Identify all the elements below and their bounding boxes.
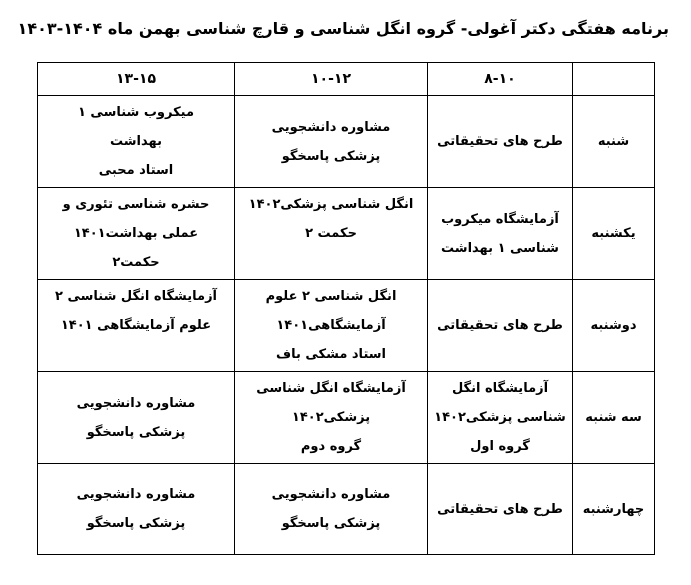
cell-line: شناسی ۱ بهداشت bbox=[441, 240, 559, 256]
slot-cell bbox=[428, 96, 573, 188]
cell-line: انگل شناسی پزشکی۱۴۰۲ bbox=[248, 197, 414, 212]
cell-line: مشاوره دانشجویی bbox=[76, 395, 196, 411]
cell-line: انگل شناسی ۲ علوم bbox=[265, 289, 397, 304]
cell-line: گروه اول bbox=[470, 439, 530, 454]
cell-line: استاد مشکی باف bbox=[275, 347, 386, 362]
cell-line: آزمایشگاه انگل bbox=[451, 381, 549, 396]
cell-line: پزشکی پاسخگو bbox=[281, 516, 381, 531]
day-cell: یکشنبه bbox=[573, 188, 655, 280]
cell-line: آزمایشگاهی۱۴۰۱ bbox=[276, 318, 386, 333]
header-slot-13-15: ۱۳-۱۵ bbox=[38, 63, 235, 96]
slot-cell bbox=[428, 464, 573, 555]
cell-line: عملی بهداشت۱۴۰۱ bbox=[73, 226, 199, 241]
cell-line: آزمایشگاه انگل شناسی ۲ bbox=[54, 289, 218, 304]
table-row bbox=[38, 372, 655, 464]
cell-line: طرح های تحقیقاتی bbox=[437, 501, 563, 517]
cell-line: پزشکی پاسخگو bbox=[86, 516, 186, 531]
slot-cell bbox=[235, 96, 428, 188]
slot-cell bbox=[235, 280, 428, 372]
weekly-schedule-table bbox=[37, 62, 655, 555]
slot-cell bbox=[38, 280, 235, 372]
cell-line: استاد محبی bbox=[98, 163, 174, 178]
cell-line: علوم آزمایشگاهی ۱۴۰۱ bbox=[60, 318, 212, 333]
cell-line: شناسی پزشکی۱۴۰۲ bbox=[434, 410, 566, 425]
day-cell: شنبه bbox=[573, 96, 655, 188]
day-cell: دوشنبه bbox=[573, 280, 655, 372]
cell-line: طرح های تحقیقاتی bbox=[437, 318, 563, 333]
cell-line: پزشکی پاسخگو bbox=[86, 424, 186, 440]
cell-line: طرح های تحقیقاتی bbox=[437, 134, 563, 149]
slot-cell bbox=[38, 464, 235, 555]
cell-line: گروه دوم bbox=[300, 439, 362, 454]
slot-cell bbox=[428, 280, 573, 372]
cell-line: حکمت ۲ bbox=[305, 226, 357, 241]
cell-line: حکمت۲ bbox=[112, 255, 160, 270]
header-day bbox=[573, 63, 655, 96]
cell-line: پزشکی پاسخگو bbox=[281, 148, 381, 164]
cell-line: آزمایشگاه میکروب bbox=[441, 211, 559, 227]
page-title: برنامه هفتگی دکتر آغولی- گروه انگل شناسی و قارچ شناسی بهمن ماه ۱۴۰۴-۱۴۰۳ bbox=[17, 19, 669, 38]
cell-line: مشاوره دانشجویی bbox=[271, 487, 391, 502]
cell-line: مشاوره دانشجویی bbox=[76, 487, 196, 502]
header-slot-10-12: ۱۰-۱۲ bbox=[235, 63, 428, 96]
slot-cell bbox=[38, 96, 235, 188]
table-row bbox=[38, 280, 655, 372]
slot-cell bbox=[38, 188, 235, 280]
slot-cell bbox=[428, 188, 573, 280]
cell-line: مشاوره دانشجویی bbox=[271, 119, 391, 135]
day-cell: سه شنبه bbox=[573, 372, 655, 464]
slot-cell bbox=[428, 372, 573, 464]
table-header-row bbox=[38, 63, 655, 96]
cell-line: حشره شناسی تئوری و bbox=[62, 197, 210, 212]
table-row bbox=[38, 464, 655, 555]
slot-cell bbox=[235, 464, 428, 555]
cell-line: پزشکی۱۴۰۲ bbox=[291, 410, 371, 425]
table-row bbox=[38, 96, 655, 188]
cell-line: آزمایشگاه انگل شناسی bbox=[256, 381, 406, 396]
slot-cell bbox=[38, 372, 235, 464]
header-slot-8-10: ۸-۱۰ bbox=[428, 63, 573, 96]
slot-cell bbox=[235, 188, 428, 280]
table-row bbox=[38, 188, 655, 280]
cell-line: بهداشت bbox=[110, 134, 162, 149]
day-cell: چهارشنبه bbox=[573, 464, 655, 555]
cell-line: میکروب شناسی ۱ bbox=[77, 105, 195, 120]
slot-cell bbox=[235, 372, 428, 464]
